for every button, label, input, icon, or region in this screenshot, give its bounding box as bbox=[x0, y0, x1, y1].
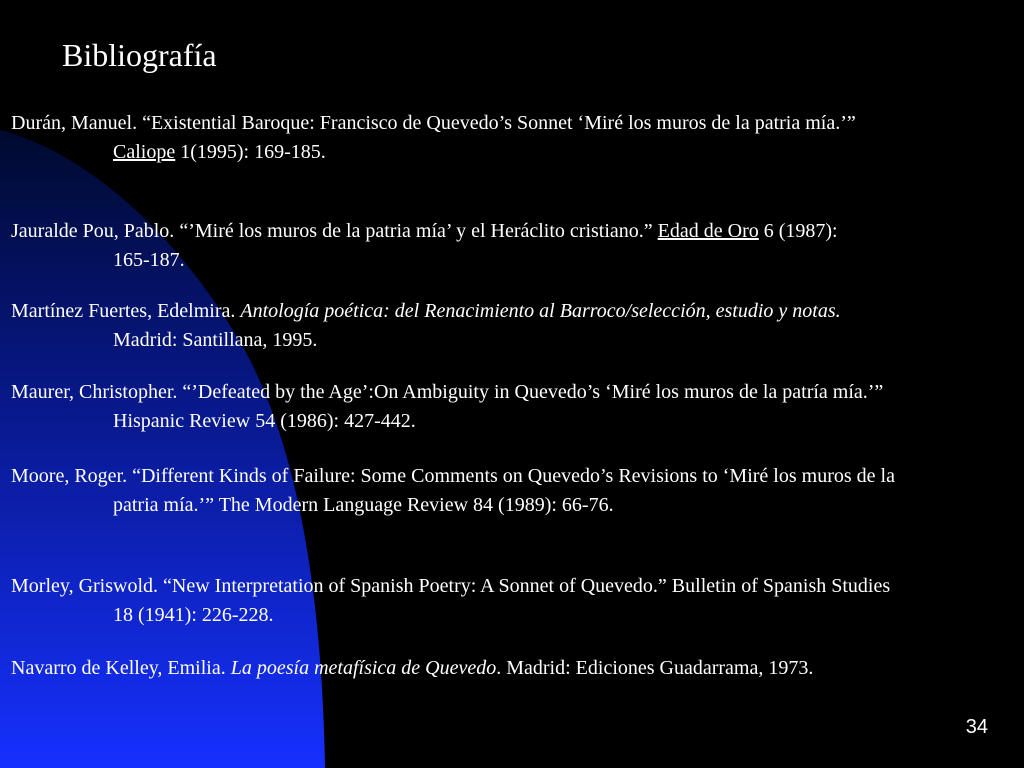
entry-journal: Edad de Oro bbox=[657, 220, 759, 242]
entry-continuation: Madrid: Santillana, 1995. bbox=[113, 329, 318, 351]
bibliography-entry bbox=[11, 378, 1024, 436]
entry-author: Navarro de Kelley, Emilia. bbox=[11, 657, 231, 679]
slide-title: Bibliografía bbox=[62, 37, 217, 73]
entry-author: Maurer, Christopher. bbox=[11, 381, 183, 403]
entry-text: “’Defeated by the Age’:On Ambiguity in Quevedo’s ‘Miré los muros de la patría mía.’” bbox=[182, 381, 884, 403]
entry-author: Moore, Roger. bbox=[11, 465, 133, 487]
entry-text: “New Interpretation of Spanish Poetry: A Sonnet of Quevedo.” Bulletin of Spanish Studies bbox=[163, 575, 891, 597]
entry-continuation: 165-187. bbox=[113, 249, 185, 271]
entry-author: Jauralde Pou, Pablo. bbox=[11, 220, 180, 242]
entry-continuation bbox=[11, 138, 1024, 167]
entry-text: “Existential Baroque: Francisco de Quevedo’s Sonnet ‘Miré los muros de la patria mía.’” bbox=[142, 112, 856, 134]
entry-text: “’Miré los muros de la patria mía’ y el Heráclito cristiano.” bbox=[179, 220, 658, 242]
entry-journal: Caliope bbox=[113, 141, 176, 163]
entry-text: . Madrid: Ediciones Guadarrama, 1973. bbox=[496, 657, 814, 679]
bibliography-entry bbox=[11, 654, 1024, 683]
bibliography-entry bbox=[11, 572, 1024, 630]
entry-continuation: 18 (1941): 226-228. bbox=[113, 604, 274, 626]
entry-author: Morley, Griswold. bbox=[11, 575, 164, 597]
entry-continuation: Hispanic Review 54 (1986): 427-442. bbox=[113, 410, 416, 432]
entry-continuation: patria mía.’” The Modern Language Review 84 (1989): 66-76. bbox=[113, 494, 614, 516]
entry-book-title: Antología poética: del Renacimiento al Barroco/selección, estudio y notas. bbox=[240, 300, 841, 322]
bibliography-entry bbox=[11, 297, 1024, 355]
entry-book-title: La poesía metafísica de Quevedo bbox=[230, 657, 497, 679]
bibliography-entry bbox=[11, 462, 1024, 520]
bibliography-entry bbox=[11, 109, 1024, 167]
entry-text: 6 (1987): bbox=[758, 220, 838, 242]
entry-author: Durán, Manuel. bbox=[11, 112, 143, 134]
entry-author: Martínez Fuertes, Edelmira bbox=[11, 300, 231, 322]
entry-text: . bbox=[230, 300, 241, 322]
page-number: 34 bbox=[965, 716, 988, 738]
bibliography-entry bbox=[11, 217, 1024, 275]
entry-text: “Different Kinds of Failure: Some Comments on Quevedo’s Revisions to ‘Miré los muros de la bbox=[132, 465, 895, 487]
entry-text: 1(1995): 169-185. bbox=[175, 141, 326, 163]
